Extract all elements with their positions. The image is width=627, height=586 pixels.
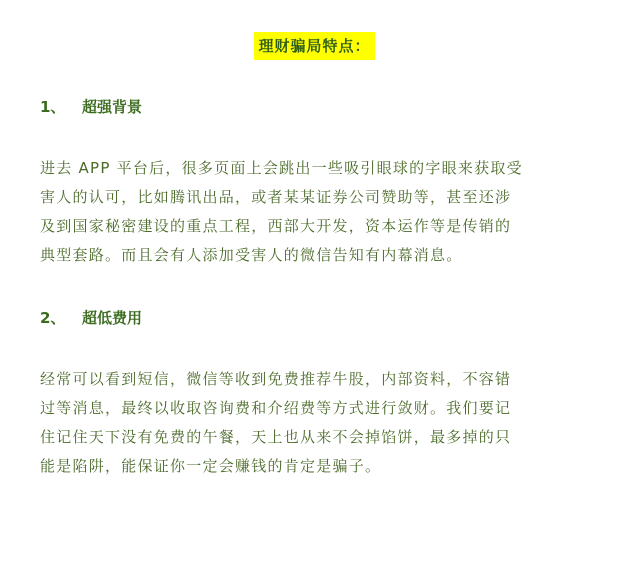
paragraph-line: 进去 APP 平台后，很多页面上会跳出一些吸引眼球的字眼来获取受	[40, 159, 523, 177]
paragraph-line: 住记住天下没有免费的午餐，天上也从来不会掉馅饼，最多掉的只	[40, 428, 512, 446]
paragraph-line: 典型套路。而且会有人添加受害人的微信告知有内幕消息。	[40, 246, 463, 264]
paragraph-line: 经常可以看到短信，微信等收到免费推荐牛股，内部资料，不容错	[40, 370, 512, 388]
section-heading-text: 超低费用	[82, 309, 143, 327]
section-paragraph-1	[40, 154, 589, 270]
page-title: 理财骗局特点：	[254, 32, 374, 60]
paragraph-line: 过等消息，最终以收取咨询费和介绍费等方式进行敛财。我们要记	[40, 399, 512, 417]
section-heading-2	[40, 308, 589, 328]
section-heading-1	[40, 97, 589, 117]
section-number: 2、	[40, 309, 66, 327]
section-number: 1、	[40, 98, 66, 116]
paragraph-line: 及到国家秘密建设的重点工程，西部大开发，资本运作等是传销的	[40, 217, 512, 235]
section-heading-text: 超强背景	[82, 98, 143, 116]
paragraph-line: 害人的认可，比如腾讯出品，或者某某证券公司赞助等，甚至还涉	[40, 188, 512, 206]
title-wrap	[40, 0, 589, 60]
paragraph-line: 能是陷阱，能保证你一定会赚钱的肯定是骗子。	[40, 457, 382, 475]
section-paragraph-2	[40, 365, 589, 481]
